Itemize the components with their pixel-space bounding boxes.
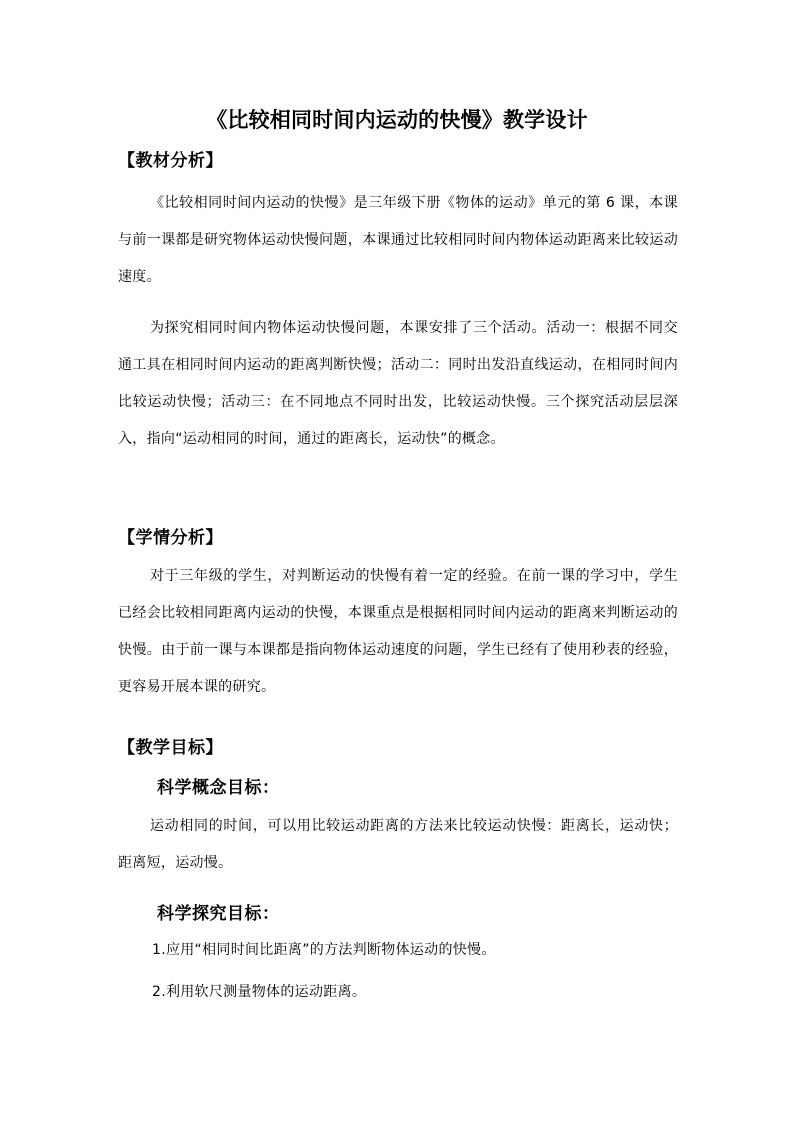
section-heading-students: 【学情分析】 <box>118 528 223 548</box>
list-item-inquiry-2: 2.利用软尺测量物体的运动距离。 <box>152 984 367 1000</box>
section-heading-material: 【教材分析】 <box>118 151 223 171</box>
section-heading-goals: 【教学目标】 <box>118 738 223 758</box>
list-item-inquiry-1: 1.应用“相同时间比距离”的方法判断物体运动的快慢。 <box>152 942 496 958</box>
paragraph-material-2: 为探究相同时间内物体运动快慢问题，本课安排了三个活动。活动一：根据不同交通工具在相同时间内运动的距离判断快慢；活动二：同时出发沿直线运动，在相同时间内比较运动快慢；活动三：在不同地点不同时出发，比较运动快慢。三个探究活动层层深入，指向“运动相同的时间，通过的距离长，运动快”的概念。 <box>118 320 678 447</box>
paragraph-students-1: 对于三年级的学生，对判断运动的快慢有着一定的经验。在前一课的学习中，学生已经会比较相同距离内运动的快慢，本课重点是根据相同时间内运动的距离来判断运动的快慢。由于前一课与本课都是指向物体运动速度的问题，学生已经有了使用秒表的经验，更容易开展本课的研究。 <box>118 568 678 695</box>
subheading-concept-goals: 科学概念目标： <box>157 778 280 798</box>
paragraph-material-1: 《比较相同时间内运动的快慢》是三年级下册《物体的运动》单元的第 6 课，本课与前一课都是研究物体运动快慢问题，本课通过比较相同时间内物体运动距离来比较运动速度。 <box>118 195 678 285</box>
document-title: 《比较相同时间内运动的快慢》教学设计 <box>206 108 588 132</box>
subheading-inquiry-goals: 科学探究目标： <box>157 904 280 924</box>
paragraph-concept-goals: 运动相同的时间，可以用比较运动距离的方法来比较运动快慢：距离长，运动快；距离短，运动慢。 <box>118 818 678 871</box>
